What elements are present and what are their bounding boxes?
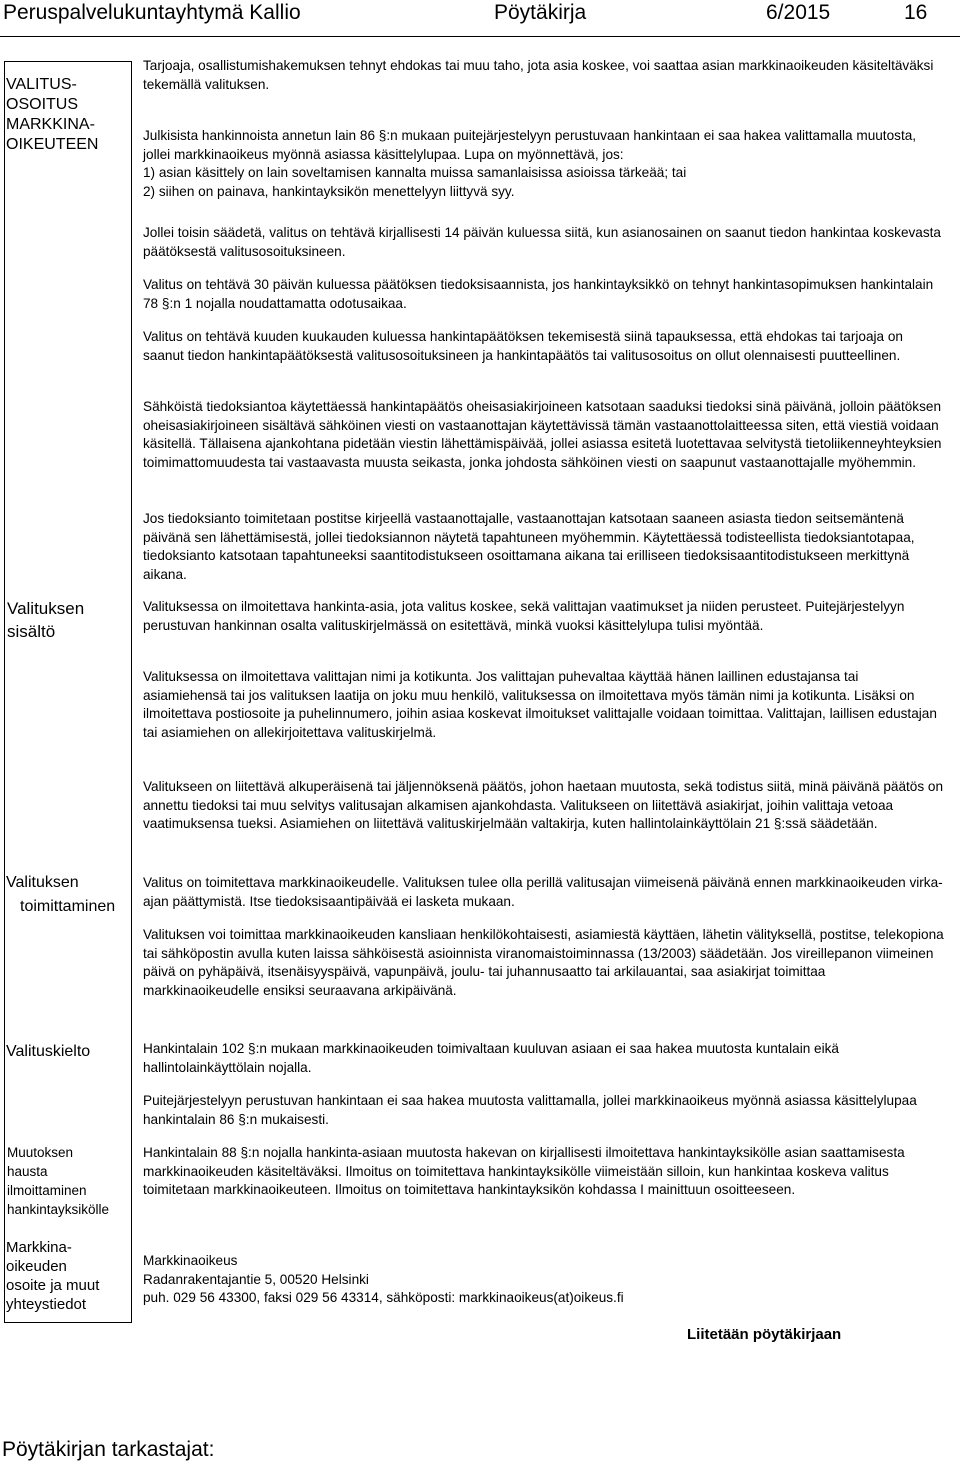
list-item: 1) asian käsittely on lain soveltamisen kannalta muissa samanlaisissa asioissa tärkeää; tai (143, 165, 687, 180)
paragraph-valitusaika-6kk: Valitus on tehtävä kuuden kuukauden kuluessa hankintapäätöksen tekemisestä siinä tapauksessa, että ehdokas tai tarjoaja on saanut tiedon hankintapäätöksestä valitusosoituksineen ja hankintapäätös tai valitusosoitus on ollut olennaisesti puutteellinen. (143, 329, 903, 363)
label-line: VALITUS- (6, 76, 77, 93)
label-line: Valituskielto (6, 1043, 91, 1060)
paragraph-toimittaminen: Valitus on toimitettava markkinaoikeudelle. Valituksen tulee olla perillä valitusajan viimeisenä päivänä ennen markkinaoikeuden virka-ajan päättymistä. Itse tiedoksisaantipäivää ei lasketa mukaan. (143, 875, 943, 909)
paragraph-liitteet: Valitukseen on liitettävä alkuperäisenä tai jäljennöksenä päätös, johon haetaan muutosta, sekä todistus siitä, minä päivänä päätös on annettu tiedoksi tai muu selvitys valitusajan alkamisen ajankohdasta. Valitukseen on liitettävä asiakirjat, joihin valittaja vetoaa vaatimuksensa tueksi. Asiamiehen on liitettävä valituskirjelmään valtakirja, kuten hallintolainkäyttölain 21 §:ssä säädetään. (143, 779, 944, 831)
paragraph-valitusaika-14: Jollei toisin säädetä, valitus on tehtävä kirjallisesti 14 päivän kuluessa siitä, kun asianosainen on saanut tiedon hankintaa koskevasta päätöksestä valitusosoituksineen. (143, 225, 941, 259)
label-line: hausta (7, 1164, 48, 1179)
label-line: yhteystiedot (6, 1296, 87, 1313)
label-line: sisältö (7, 622, 56, 641)
contact-block (143, 1252, 945, 1308)
paragraph-ilmoittaminen: Hankintalain 88 §:n nojalla hankinta-asiaan muutosta hakevan on kirjallisesti ilmoitettava hankintayksikölle asian saattamisesta markkinaoikeuden käsiteltäväksi. Ilmoitus on toimitettava hankintayksikölle viimeistään silloin, kun hankintaa koskeva valitus toimitetaan markkinaoikeuteen. Ilmoitus on toimitettava hankintayksikön kohdassa I mainittuun osoitteeseen. (143, 1145, 905, 1197)
label-line: osoite ja muut (6, 1277, 100, 1294)
section-label-markkinaoikeuden-osoite (6, 1238, 99, 1314)
contact-name: Markkinaoikeus (143, 1253, 238, 1268)
label-line: toimittaminen (20, 898, 116, 915)
paragraph-valitusaika-30: Valitus on tehtävä 30 päivän kuluessa päätöksen tiedoksisaannista, jos hankintayksikkö on tehnyt hankintasopimuksen hankintalain 78 §:n 1 nojalla noudattamatta odotusaikaa. (143, 277, 934, 311)
label-line: MARKKINA- (6, 116, 95, 133)
label-line: hankintayksikölle (7, 1202, 110, 1217)
paragraph-puitejarjestely: Puitejärjestelyyn perustuvan hankintaan ei saa hakea muutosta valittamalla, jollei markkinaoikeus myönnä asiassa käsittelylupaa hankintalain 86 §:n mukaisesti. (143, 1093, 917, 1127)
paragraph-valittajan-tiedot: Valituksessa on ilmoitettava valittajan nimi ja kotikunta. Jos valittajan puhevaltaa käyttää hänen laillinen edustajansa tai asiamiehensä tai jos valituksen laatija on joku muu henkilö, valituksessa on ilmoitettava myös tämän nimi ja kotikunta. Lisäksi on ilmoitettava postiosoite ja puhelinnumero, joihin asiaa koskevat ilmoitukset valittajalle voidaan toimittaa. Valittajan, laillisen edustajan tai asiamiehen on allekirjoitettava valituskirjelmä. (143, 669, 937, 740)
contact-phone: puh. 029 56 43300, faksi 029 56 43314, sähköposti: markkinaoikeus(at)oikeus.fi (143, 1290, 624, 1305)
label-line: OSOITUS (6, 96, 79, 113)
section-label-valituksen-sisalto (7, 597, 84, 643)
label-line: ilmoittaminen (7, 1183, 87, 1198)
header-divider (0, 36, 960, 37)
section-label-valitusosoitus (6, 75, 98, 155)
paragraph-text: Julkisista hankinnoista annetun lain 86 §:n mukaan puitejärjestelyyn perustuvaan hankintaan ei saa hakea valittamalla muutosta, jollei markkinaoikeus myönnä asiassa käsittelylupaa. Lupa on myönnettävä, jos: (143, 128, 917, 162)
paragraph-postitse-tiedoksianto: Jos tiedoksianto toimitetaan postitse kirjeellä vastaanottajalle, vastaanottajan katsotaan saaneen asiasta tiedon seitsemäntenä päivänä sen lähettämisestä, jollei tiedoksiannon näytetä tapahtuneen myöhemmin. Käytettäessä todisteellista tiedoksiantotapaa, tiedoksianto katsotaan tapahtuneeksi saantitodistukseen osoittamana aikana tai erilliseen tiedoksisaantitodistukseen merkittynä aikana. (143, 511, 915, 582)
attachment-note: Liitetään pöytäkirjaan (687, 1326, 842, 1343)
paragraph-toimitustavat: Valituksen voi toimittaa markkinaoikeuden kansliaan henkilökohtaisesti, asiamiestä käyttäen, lähetin välityksellä, postitse, telekopiona tai sähköpostin avulla kuten laissa sähköisestä asioinnista viranomaistoiminnassa (13/2003) säädetään. Jos vireillepanon viimeinen päivä on pyhäpäivä, itsenäisyyspäivä, vapunpäivä, joulu- tai juhannusaatto tai arkilauantai, saa asiakirjat toimittaa markkinaoikeudelle ensiksi seuraavana arkipäivänä. (143, 927, 944, 998)
paragraph-valitusoikeus: Tarjoaja, osallistumishakemuksen tehnyt ehdokas tai muu taho, jota asia koskee, voi saattaa asian markkinaoikeuden käsiteltäväksi tekemällä valituksen. (143, 58, 934, 92)
label-line: Markkina- (6, 1239, 72, 1256)
label-line: oikeuden (6, 1258, 67, 1275)
organization-name: Peruspalvelukuntayhtymä Kallio (3, 1, 301, 24)
paragraph-valituksen-sisalto: Valituksessa on ilmoitettava hankinta-asia, jota valitus koskee, sekä valittajan vaatimukset ja niiden perusteet. Puitejärjestelyyn perustuvan hankinnan osalta valituskirjelmässä on esitettävä, minkä vuoksi käsittelylupa tulisi myöntää. (143, 599, 905, 633)
footer-label: Pöytäkirjan tarkastajat: (2, 1438, 215, 1461)
paragraph-sahkoinen-tiedoksianto: Sähköistä tiedoksiantoa käytettäessä hankintapäätös oheisasiakirjoineen katsotaan saaduksi tiedoksi sinä päivänä, jolloin päätöksen oheisasiakirjoineen sisältävä sähköinen viesti on vastaanottajan käytettävissä tämän vastaanottolaitteessa siten, että viestiä voidaan käsitellä. Tällaisena ajankohtana pidetään viestin lähettämispäivää, jollei asiassa esitetä luotettavaa selvitystä tietoliikenneyhteyksien toimimattomuudesta tai vastaavasta muusta seikasta, jonka johdosta sähköinen viesti on saapunut vastaanottajalle myöhemmin. (143, 399, 942, 470)
label-line: Valituksen (7, 599, 85, 618)
page-number: 16 (904, 1, 928, 24)
label-line: Valituksen (6, 874, 79, 891)
label-line: Muutoksen (7, 1145, 74, 1160)
list-item: 2) siihen on painava, hankintayksikön menettelyyn liittyvä syy. (143, 183, 515, 199)
page-header (0, 0, 960, 36)
paragraph-kasittelylupa (143, 127, 945, 201)
section-label-valituksen-toimittaminen (6, 873, 115, 917)
section-label-valituskielto (6, 1042, 90, 1062)
label-line: OIKEUTEEN (6, 136, 99, 153)
section-label-column (4, 61, 132, 1323)
section-label-muutoksen-hausta (7, 1143, 109, 1219)
paragraph-valituskielto: Hankintalain 102 §:n mukaan markkinaoikeuden toimivaltaan kuuluvan asiaan ei saa hakea muutosta kuntalain eikä hallintolainkäyttölain nojalla. (143, 1041, 839, 1075)
document-type: Pöytäkirja (494, 1, 587, 24)
meeting-number: 6/2015 (766, 1, 831, 24)
contact-address: Radanrakentajantie 5, 00520 Helsinki (143, 1271, 369, 1287)
